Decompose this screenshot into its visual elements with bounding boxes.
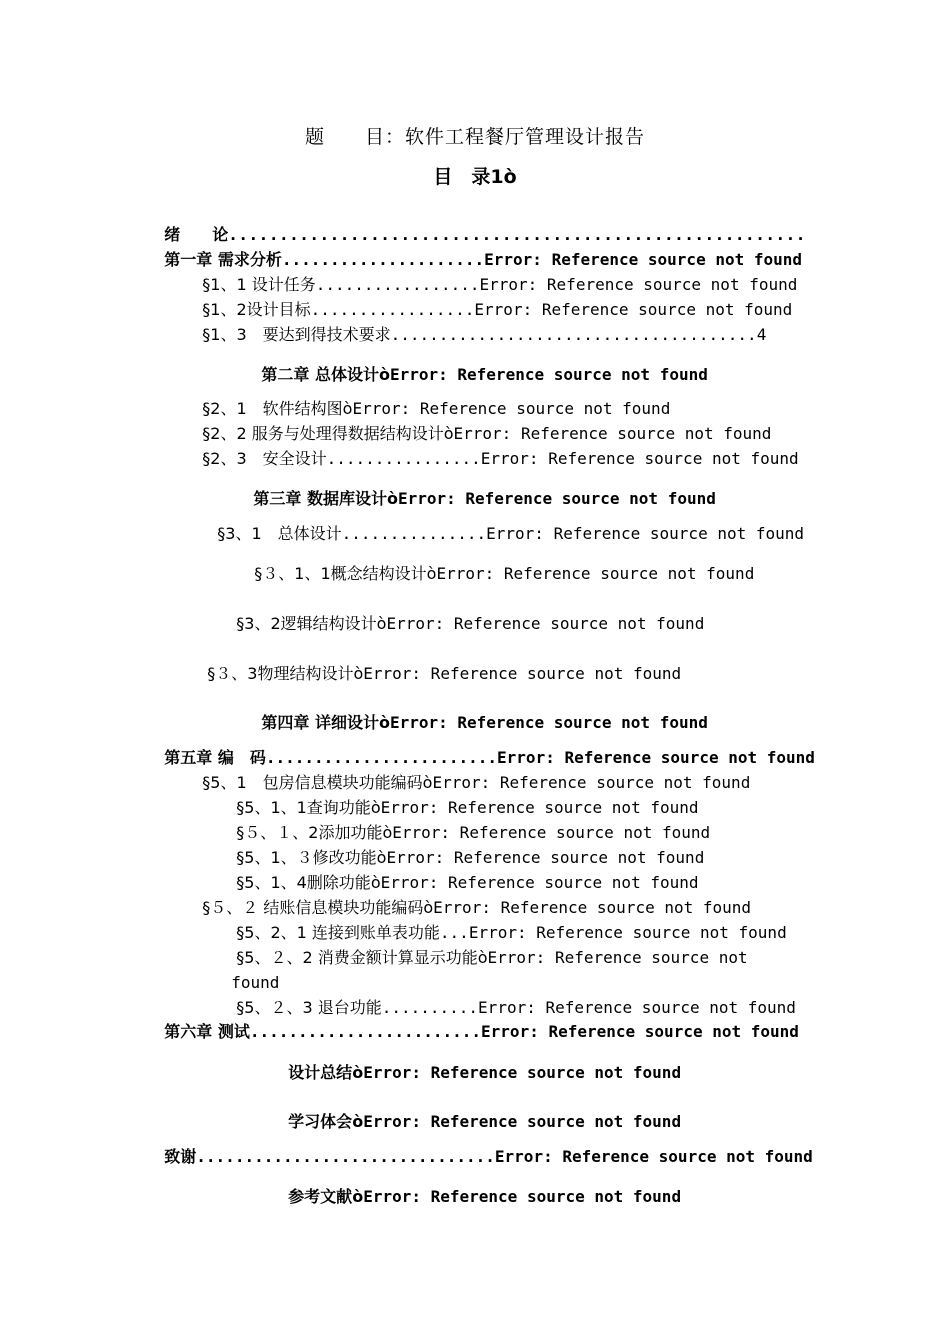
toc-entry[interactable] [145,1124,813,1166]
toc-entry-page: Error: Reference source not found [494,1147,813,1166]
toc-entry-label: 第六章 测试 [164,1022,250,1041]
toc-entry[interactable] [145,227,803,269]
toc-entry[interactable] [145,202,806,244]
toc-entry-page: Error: Reference source not found [363,1063,682,1082]
toc-entry-dots: ..................... [281,250,485,269]
toc-entry-page: Error: Reference source not found [486,524,805,543]
toc-entry[interactable] [145,999,799,1041]
toc-entry-page: Error: Reference source not found [484,250,803,269]
toc-entry-label: §5、２、3 退台功能 [236,998,382,1017]
toc-entry-dots: ò [443,424,454,443]
toc-entry-dots: ... [439,923,469,942]
toc-entry-page: Error: Reference source not found [380,873,699,892]
toc-entry-dots: ò [422,773,433,792]
toc-entry-label: §1、1 设计任务 [202,275,316,294]
toc-entry-label: 学习体会 [288,1112,353,1131]
toc-entry-page: Error: Reference source not found [468,923,787,942]
toc-entry-dots: ................. [315,275,480,294]
toc-entry-dots: ò [376,848,387,867]
toc-entry-page: Error: Reference source not found [479,275,798,294]
toc-entry-dots: ò [352,1063,364,1082]
toc-entry-label: §５、１、2添加功能 [236,823,383,842]
toc-entry-page: Error: Reference source not found [363,664,682,683]
toc-entry[interactable] [217,825,705,867]
toc-entry-page: Error: Reference source not found [352,399,671,418]
toc-entry-page: Error: Reference source not found [497,748,815,767]
toc-entry-page: Error: Reference source not found [392,823,711,842]
toc-entry-dots: ò [378,713,390,732]
toc-entry-label: 第四章 详细设计 [261,713,379,732]
toc-entry-label: 设计总结 [288,1063,353,1082]
toc-entry[interactable] [0,1089,950,1131]
toc-entry-dots: ............... [341,524,487,543]
toc-entry-dots: ò [477,948,488,967]
toc-entry[interactable] [217,775,699,817]
toc-entry-page: Error: Reference source not found [481,1022,799,1041]
toc-entry-dots: ò [426,564,437,583]
toc-entry[interactable] [145,725,815,767]
toc-entry-page: found [231,973,280,992]
toc-entry-dots: ò [382,823,393,842]
toc-entry[interactable] [188,641,682,683]
toc-entry-label: 第三章 数据库设计 [253,489,387,508]
toc-entry[interactable] [235,541,755,583]
toc-entry-label: §5、1、4删除功能 [236,873,371,892]
toc-entry-dots: ò [370,798,381,817]
toc-entry-page: Error: Reference source not found [363,1187,682,1206]
toc-entry[interactable] [217,900,787,942]
toc-heading: 目 录1ò [433,166,517,188]
toc-entry-dots: ò [376,614,387,633]
toc-entry-dots: ò [353,664,364,683]
toc-entry-dots: ò [378,365,390,384]
document-title: 题 目：软件工程餐厅管理设计报告 [304,126,645,148]
toc-entry[interactable] [0,1040,950,1082]
toc-entry-label: §5、1 包房信息模块功能编码 [202,773,423,792]
toc-entry[interactable] [183,750,751,792]
toc-entry[interactable] [217,975,796,1017]
toc-entry[interactable] [217,850,699,892]
toc-entry-dots: ò [370,873,381,892]
toc-entry-page: Error: Reference source not found [380,798,699,817]
toc-entry-label: §2、2 服务与处理得数据结构设计 [202,424,444,443]
toc-entry-label: §2、3 安全设计 [202,449,327,468]
toc-entry-label: §2、1 软件结构图 [202,399,343,418]
toc-entry[interactable] [183,426,799,468]
toc-entry-label: §5、1、３修改功能 [236,848,377,867]
toc-entry[interactable] [183,875,752,917]
toc-entry-dots: ......................................................... [228,225,806,244]
toc-entry[interactable] [183,376,671,418]
toc-entry-page: Error: Reference source not found [474,300,793,319]
toc-entry-dots: ò [342,399,353,418]
toc-entry-page: Error: Reference source not found [453,424,772,443]
toc-entry-page: Error: Reference source not found [389,365,708,384]
toc-entry-label: §5、1、1查询功能 [236,798,371,817]
toc-entry-page: Error: Reference source not found [478,998,796,1017]
toc-entry-page: Error: Reference source not found [433,898,752,917]
toc-entry-label: §1、3 要达到得技术要求 [202,325,391,344]
toc-entry-continuation [212,950,280,992]
toc-entry-label: 第一章 需求分析 [164,250,282,269]
toc-entry[interactable] [198,501,805,543]
toc-entry[interactable] [183,277,793,319]
toc-entry-dots: ò [386,489,398,508]
toc-entry-page: Error: Reference source not found [389,713,708,732]
toc-entry-page: Error: Reference source not found [432,773,751,792]
toc-entry-page: Error: Reference source not found [397,489,716,508]
toc-entry-dots: ................. [310,300,475,319]
toc-entry-label: 致谢 [164,1147,197,1166]
toc-entry-dots: ........................ [249,1022,482,1041]
toc-entry-label: §5、2、1 连接到账单表功能 [236,923,440,942]
toc-entry-dots: ........................ [265,748,498,767]
toc-entry-page: Error: Reference source not found [386,614,705,633]
toc-entry-label: §５、２ 结账信息模块功能编码 [202,898,424,917]
toc-entry-dots: ...................................... [390,325,757,344]
toc-entry[interactable] [0,690,950,732]
toc-entry-dots: ò [352,1112,364,1131]
toc-entry[interactable] [0,342,950,384]
toc-entry-dots: ................ [326,449,481,468]
toc-entry-dots: .......... [381,998,479,1017]
toc-entry[interactable] [217,591,705,633]
toc-entry[interactable] [0,466,950,508]
toc-entry-page: Error: Reference source not [487,948,748,967]
toc-entry[interactable] [217,925,748,967]
toc-entry-page: 4 [756,325,767,344]
toc-entry-dots: ò [423,898,434,917]
toc-entry[interactable] [217,800,711,842]
toc-entry-label: §1、2设计目标 [202,300,311,319]
toc-entry-label: §3、2逻辑结构设计 [236,614,377,633]
toc-entry-dots: ò [352,1187,364,1206]
toc-entry-label: 绪 论 [164,225,229,244]
toc-entry-page: Error: Reference source not found [363,1112,682,1131]
toc-entry[interactable] [183,302,767,344]
toc-entry-dots: ............................... [196,1147,495,1166]
toc-entry-page: Error: Reference source not found [436,564,755,583]
toc-entry-label: §3、1 总体设计 [217,524,342,543]
toc-entry-page: Error: Reference source not found [480,449,799,468]
toc-entry-label: §３、3物理结构设计 [207,664,354,683]
toc-entry[interactable] [0,1164,950,1206]
toc-entry-page: Error: Reference source not found [386,848,705,867]
toc-entry-label: 参考文献 [288,1187,353,1206]
toc-entry-label: §5、２、2 消费金额计算显示功能 [236,948,478,967]
toc-entry-label: 第五章 编 码 [164,748,266,767]
toc-entry[interactable] [183,401,772,443]
toc-entry-label: §３、1、1概念结构设计 [254,564,427,583]
toc-entry[interactable] [183,252,798,294]
toc-entry-label: 第二章 总体设计 [261,365,379,384]
